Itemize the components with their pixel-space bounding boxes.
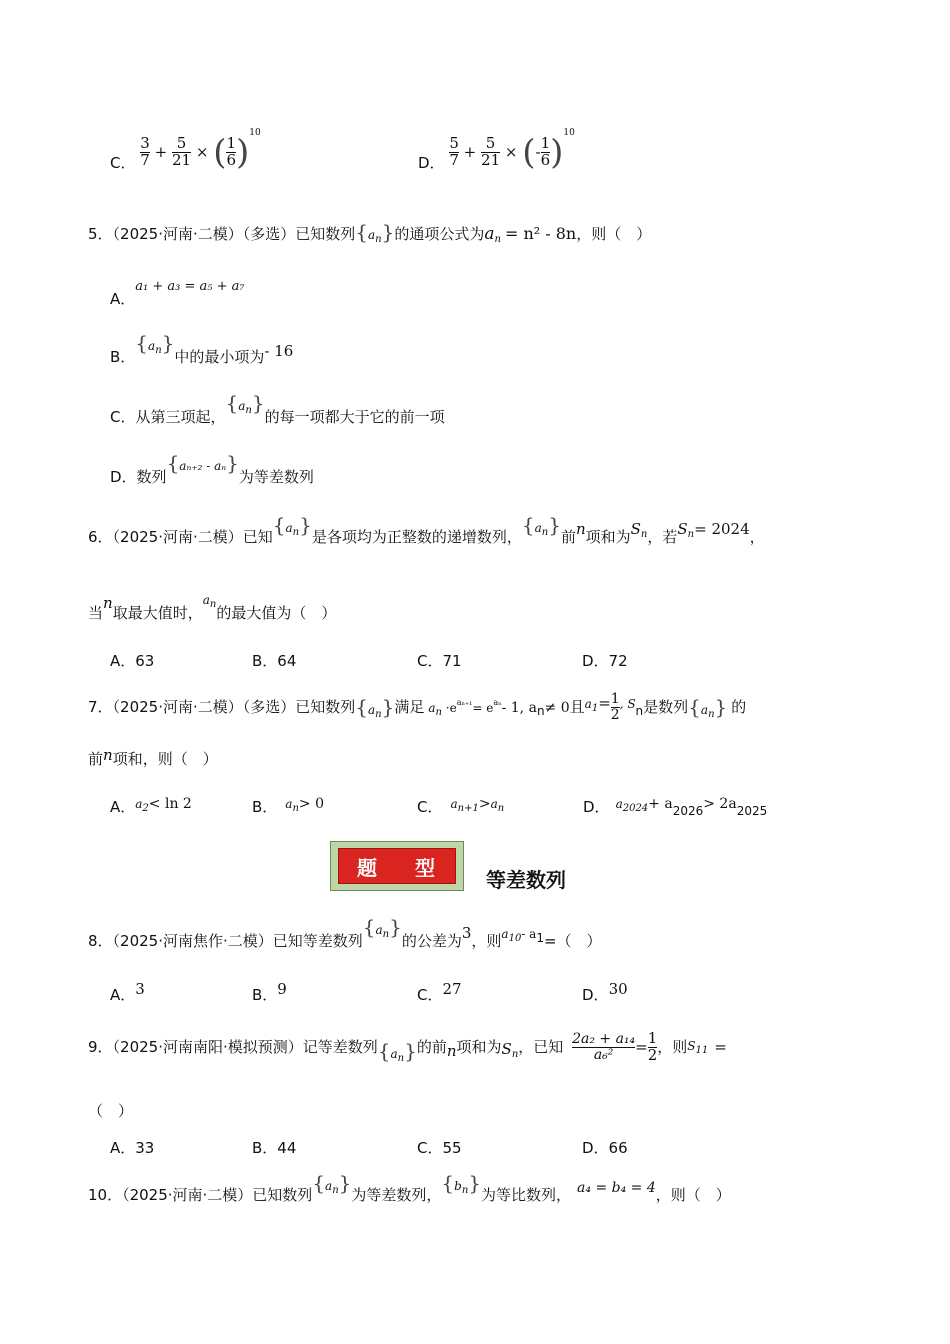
q5-option-a: A．a₁ + a₃ = a₅ + a₇: [110, 279, 245, 308]
q9-option-b: B．44: [252, 1139, 297, 1157]
q9-option-c: C．55: [417, 1139, 462, 1157]
question-9-line2: （ ）: [88, 1102, 134, 1120]
fraction: $\frac{5}{21}$: [171, 134, 192, 169]
question-6-line2: 当n取最大值时，$^{a_n}$的最大值为（ ）: [88, 593, 337, 622]
q9-option-a: A．33: [110, 1139, 155, 1157]
q7-option-a: A．$^{a_2}$< ln 2: [110, 796, 192, 816]
section-badge-inner: [338, 848, 456, 884]
q4-option-d: D． $\frac{5}{7}$ + $\frac{5}{21}$ × (- $\frac{1}{6}$ )$^{10}$: [418, 128, 575, 173]
q5-option-b: B．{$^{a_n}$}中的最小项为- 16: [110, 331, 294, 366]
q9-option-d: D．66: [582, 1139, 628, 1157]
badge-char-left: 题: [357, 855, 379, 880]
fraction: $\frac{5}{21}$: [481, 134, 501, 169]
fraction: $\frac{3}{7}$: [140, 134, 150, 169]
question-10-stem: 10．（2025·河南·二模）已知数列{$^{a_n}$}为等差数列，{$^{b_n}$}为等比数列， a₄ = b₄ = 4，则（ ）: [88, 1171, 731, 1204]
section-badge: [330, 841, 464, 891]
section-title: 等差数列: [486, 868, 566, 892]
q6-option-b: B．64: [252, 652, 297, 670]
q8-options: [110, 976, 750, 1006]
question-7-stem: 7．（2025·河南·二模）（多选）已知数列$\{a_n\}$满足 $a_n \cdot e^{a_{n+1}}= e^{a_n}-$ 1, $a_n\ne 0$且$^{a_1}$= $\frac{1}{2}$ $^{, S}_n$是数列$\{a_n\}$ 的: [88, 691, 747, 723]
badge-char-right: 型: [415, 855, 437, 880]
q6-option-a: A．63: [110, 652, 155, 670]
q7-option-d: D． $^{a_{2024}}+ a_{2026}> 2a_{2025}$: [583, 796, 768, 818]
option-label: D．: [418, 154, 445, 172]
q8-option-d: D．30: [582, 980, 628, 1004]
q7-option-b: B． $^{a_n}$> 0: [252, 796, 324, 816]
q7-option-c: C． $^{a_{n+1}}$>$^{a_n}$: [417, 796, 505, 816]
fraction: $\frac{1}{6}$: [540, 134, 551, 169]
fraction: $\frac{1}{6}$: [226, 134, 236, 169]
question-8-stem: 8．（2025·河南焦作·二模）已知等差数列{$^{a_n}$}的公差为3，则$^{a_{10}- a1}$=（ ）: [88, 915, 602, 950]
question-6-stem: 6．（2025·河南·二模）已知{$^{a_n}$}是各项均为正整数的递增数列，{$^{a_n}$}前n项和为$S_n$，若$S_n= 2024$，: [88, 513, 765, 546]
q8-option-c: C．27: [417, 980, 462, 1004]
q6-option-c: C．71: [417, 652, 462, 670]
question-5-stem: 5．（2025·河南·二模）（多选）已知数列$\{a_n\}$的通项公式为$a_n = n^2 - 8n$，则（ ）: [88, 220, 652, 245]
option-label: C．: [110, 154, 136, 172]
q9-fraction: $\frac{\text{2a₂ + a₁₄}}{\text{a₆²}}$: [572, 1031, 636, 1063]
fraction: $\frac{5}{7}$: [449, 134, 459, 169]
q5-option-c: C．从第三项起，{$^{a_n}$}的每一项都大于它的前一项: [110, 391, 445, 426]
q8-option-a: A．3: [110, 980, 145, 1004]
question-7-line2: 前n项和，则（ ）: [88, 746, 218, 768]
q4-option-c: C． $\frac{3}{7}$ + $\frac{5}{21}$ × ( $\frac{1}{6}$ )$^{10}$: [110, 128, 261, 173]
q5-option-d: D．数列{$^{a_{n+2} - a_n}$}为等差数列: [110, 451, 314, 486]
q6-option-d: D．72: [582, 652, 628, 670]
question-9-stem: 9．（2025·河南南阳·模拟预测）记等差数列$\{_{a_n}\}$的前n项和为$S_n$，已知 $\frac{\text{2a₂ + a₁₄}}{\text{a₆²}}$ = $\frac{1}{2}$ ，则$S_{11}$ =: [88, 1029, 727, 1064]
q8-option-b: B．9: [252, 980, 287, 1004]
